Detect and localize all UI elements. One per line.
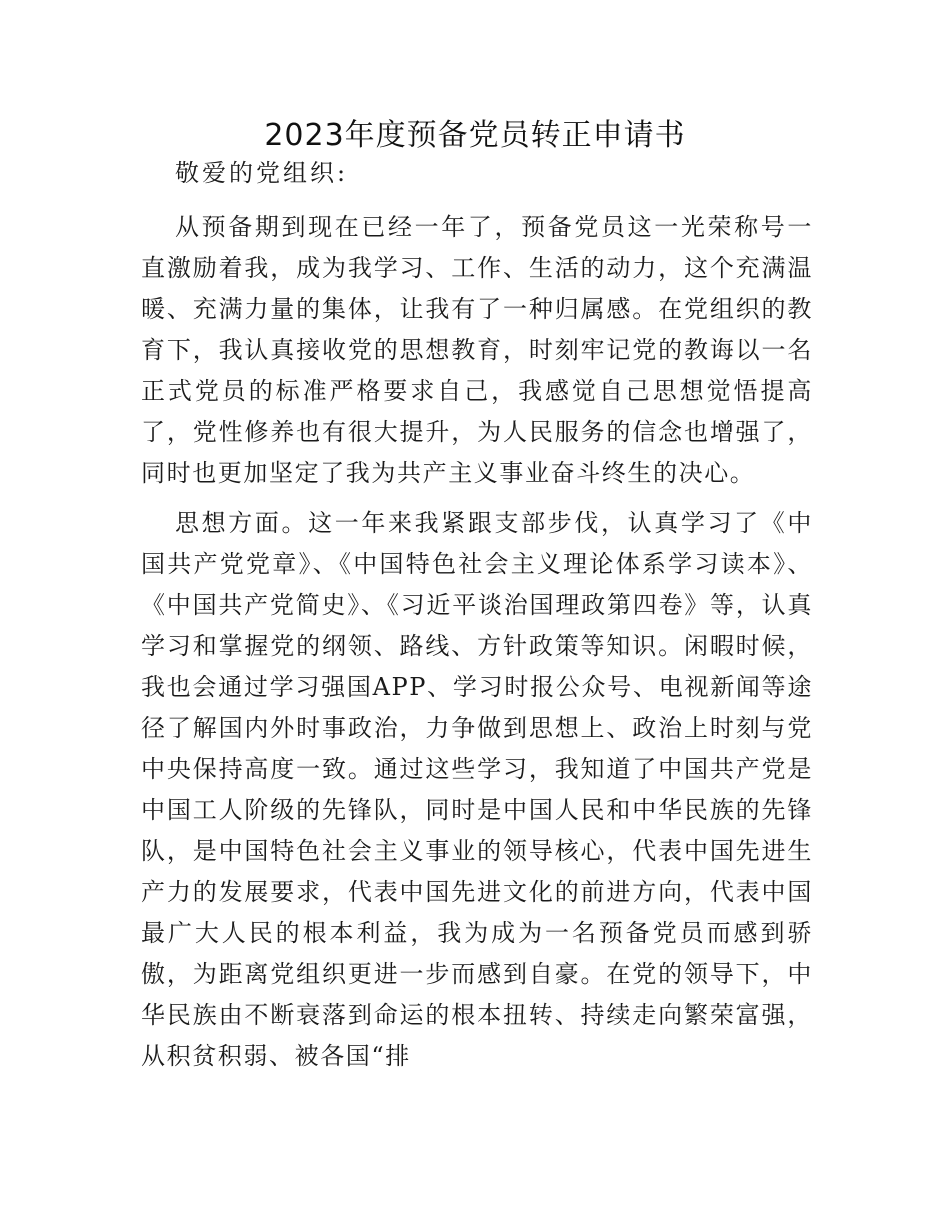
document-title: 2023年度预备党员转正申请书 [264,118,686,153]
paragraph-ideology: 思想方面。这一年来我紧跟支部步伐，认真学习了《中国共产党党章》、《中国特色社会主义理论体系学习读本》、《中国共产党简史》、《习近平谈治国理政第四卷》等，认真学习和掌握党的纲领、路线、方针政策等知识。闲暇时候，我也会通过学习强国APP、学习时报公众号、电视新闻等途径了解国内外时事政治，力争做到思想上、政治上时刻与党中央保持高度一致。通过这些学习，我知道了中国共产党是中国工人阶级的先锋队，同时是中国人民和中华民族的先锋队，是中国特色社会主义事业的领导核心，代表中国先进生产力的发展要求，代表中国先进文化的前进方向，代表中国最广大人民的根本利益，我为成为一名预备党员而感到骄傲，为距离党组织更进一步而感到自豪。在党的领导下，中华民族由不断衰落到命运的根本扭转、持续走向繁荣富强，从积贫积弱、被各国“排 [141,509,813,1070]
document-body [141,147,813,1077]
salutation: 敬爱的党组织: [175,159,349,187]
paragraph-intro: 从预备期到现在已经一年了，预备党员这一光荣称号一直激励着我，成为我学习、工作、生活的动力，这个充满温暖、充满力量的集体，让我有了一种归属感。在党组织的教育下，我认真接收党的思想教育，时刻牢记党的教诲以一名正式党员的标准严格要求自己，我感觉自己思想觉悟提高了，党性修养也有很大提升，为人民服务的信念也增强了，同时也更加坚定了我为共产主义事业奋斗终生的决心。 [141,213,813,487]
